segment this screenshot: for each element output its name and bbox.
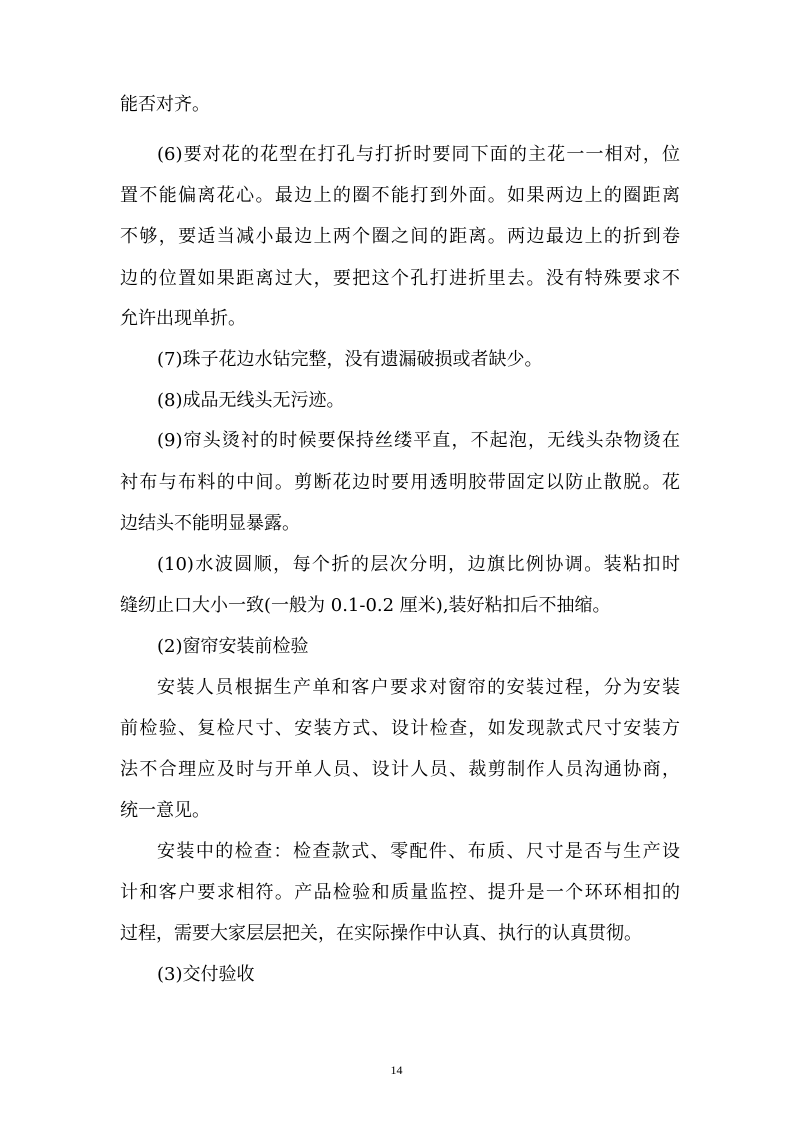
text-line: 边结头不能明显暴露。 <box>120 513 300 534</box>
text-line: (7)珠子花边水钻完整，没有遗漏破损或者缺少。 <box>157 349 543 370</box>
text-line: 前检验、复检尺寸、安装方式、设计检查，如发现款式尺寸安装方 <box>120 718 680 739</box>
text-line: (2)窗帘安装前检验 <box>157 636 309 657</box>
text-line: (6)要对花的花型在打孔与打折时要同下面的主花一一相对，位 <box>157 144 680 165</box>
text-line: 安装人员根据生产单和客户要求对窗帘的安装过程，分为安装 <box>157 677 680 698</box>
text-line: 置不能偏离花心。最边上的圈不能打到外面。如果两边上的圈距离 <box>120 185 680 206</box>
page-number: 14 <box>390 1063 403 1077</box>
text-line: (3)交付验收 <box>157 964 255 985</box>
text-line: 能否对齐。 <box>120 94 210 115</box>
text-line: (10)水波圆顺，每个折的层次分明，边旗比例协调。装粘扣时 <box>157 554 680 575</box>
text-line: 允许出现单折。 <box>120 308 246 329</box>
text-line: (8)成品无线头无污迹。 <box>157 390 345 411</box>
text-line: 计和客户要求相符。产品检验和质量监控、提升是一个环环相扣的 <box>120 882 680 903</box>
text-line: 法不合理应及时与开单人员、设计人员、裁剪制作人员沟通协商， <box>120 759 680 780</box>
text-line: 缝纫止口大小一致(一般为 0.1-0.2 厘米),装好粘扣后不抽缩。 <box>120 595 611 616</box>
text-line: 边的位置如果距离过大，要把这个孔打进折里去。没有特殊要求不 <box>120 268 680 289</box>
text-line: 不够，要适当减小最边上两个圈之间的距离。两边最边上的折到卷 <box>120 226 680 247</box>
text-line: 衬布与布料的中间。剪断花边时要用透明胶带固定以防止散脱。花 <box>120 472 680 493</box>
text-line: (9)帘头烫衬的时候要保持丝缕平直，不起泡，无线头杂物烫在 <box>157 430 680 451</box>
text-line: 安装中的检查：检查款式、零配件、布质、尺寸是否与生产设 <box>157 841 680 862</box>
text-line: 过程，需要大家层层把关，在实际操作中认真、执行的认真贯彻。 <box>120 923 642 944</box>
text-line: 统一意见。 <box>120 800 210 821</box>
